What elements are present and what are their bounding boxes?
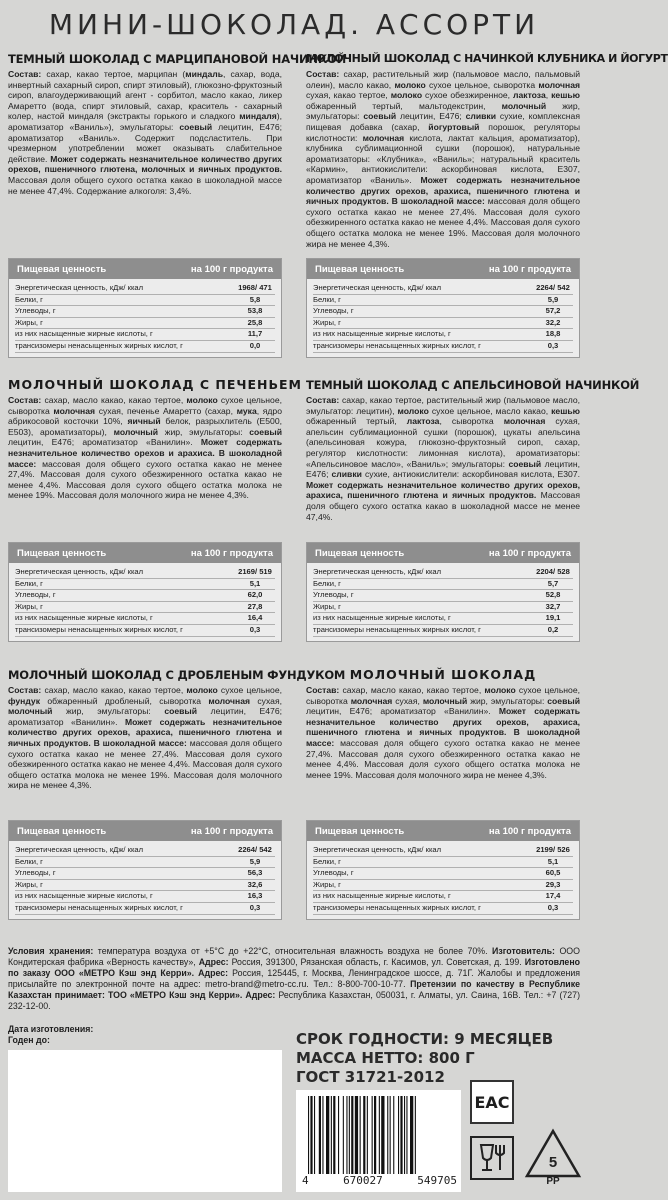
nutrient-value: 16,3	[247, 891, 263, 901]
nutrition-row	[313, 891, 573, 903]
nutrition-body	[307, 279, 579, 357]
nutrition-row	[15, 602, 275, 614]
nutrient-value: 60,5	[545, 868, 561, 878]
nutrition-row	[15, 891, 275, 903]
nutrient-value: 2169/ 519	[238, 567, 272, 576]
nutrition-row	[313, 318, 573, 330]
nutrition-header	[307, 259, 579, 279]
nutrition-body	[9, 279, 281, 357]
nutrient-value: 62,0	[247, 590, 263, 600]
nutrient-name: трансизомеры ненасыщенных жирных кислот, г	[313, 624, 481, 634]
nutrient-name: Жиры, г	[15, 317, 43, 327]
nutrition-header-unit: на 100 г продукта	[488, 825, 571, 837]
product-block-cookie	[8, 377, 302, 501]
nutrient-name: Энергетическая ценность, кДж/ ккал	[15, 283, 144, 292]
product-block-orange	[306, 378, 640, 522]
recycle-code: PP	[546, 1176, 560, 1187]
barcode-digits	[302, 1174, 457, 1187]
nutrition-row	[313, 579, 573, 591]
product-composition: Состав: сахар, какао тертое, растительный жир (пальмовое масло, эмульгатор: лецитин), молоко сухое цельное, масло какао, кешью обжаренный тертый, лактоза, сыворотка молочная сухая, апельсин сублимационной сушки (порошок), цукаты апельсина (апельсиновая кожура, глюкозно-фруктозный сироп, сахар, регулятор кислотности: лимонная кислота), ароматизаторы: «Апельсиновое масло», «Ваниль»; эмульгаторы: соевый лецитин, Е476; сливки сухие, антиокислители: аскорбиновая кислота, Е307. Может содержать незначительное количество других орехов, арахиса, пшеничного глютена и яичных продуктов. Массовая доля общего сухого остатка какао в шоколадной массе не менее 47,4%.	[306, 395, 580, 522]
product-composition: Состав: сахар, масло какао, какао тертое, молоко сухое цельное, сыворотка молочная сухая, молочный жир, эмульгаторы: соевый лецитин, Е476; ароматизатор «Ванилин». Может содержать незначительное количество других орехов, арахиса, пшеничного глютена и яичных продуктов. В шоколадной массе: массовая доля общего сухого остатка какао не менее 27,4%. Массовая доля сухого обезжиренного остатка какао не менее 4,4%. Массовая доля сухого общего остатка молока не менее 19%. Массовая доля молочного жира не менее 4,3%.	[306, 685, 580, 780]
nutrition-body	[9, 841, 281, 919]
nutrition-header-label: Пищевая ценность	[17, 547, 107, 559]
eac-mark-icon: EAC	[470, 1080, 514, 1124]
nutrient-value: 5,9	[547, 294, 559, 304]
nutrient-value: 32,2	[545, 317, 561, 327]
barcode-digit-group: 670027	[343, 1174, 383, 1187]
nutrient-value: 0,2	[547, 624, 559, 634]
nutrient-name: трансизомеры ненасыщенных жирных кислот, г	[15, 340, 183, 350]
nutrient-value: 5,1	[249, 578, 261, 588]
nutrient-name: трансизомеры ненасыщенных жирных кислот, г	[313, 340, 481, 350]
manufacture-date-label: Дата изготовления:	[8, 1024, 94, 1034]
nutrient-value: 11,7	[247, 329, 263, 339]
nutrient-name: Углеводы, г	[313, 590, 354, 600]
nutrient-value: 5,9	[249, 856, 261, 866]
nutrient-value: 5,1	[547, 856, 559, 866]
nutrient-value: 17,4	[545, 891, 561, 901]
product-block-marzipan	[8, 52, 347, 196]
nutrient-value: 0,3	[547, 340, 559, 350]
nutrient-value: 32,6	[247, 879, 263, 889]
nutrition-row	[15, 868, 275, 880]
nutrition-row	[313, 341, 573, 353]
nutrient-value: 19,1	[545, 613, 561, 623]
nutrition-header-label: Пищевая ценность	[17, 263, 107, 275]
nutrition-header	[9, 259, 281, 279]
nutrient-value: 29,3	[545, 879, 561, 889]
nutrition-row	[313, 602, 573, 614]
nutrition-table	[306, 258, 580, 358]
nutrition-header	[9, 821, 281, 841]
recycle-triangle-icon	[524, 1128, 582, 1180]
nutrition-row	[15, 903, 275, 915]
nutrient-value: 32,7	[545, 601, 561, 611]
nutrient-name: Углеводы, г	[15, 306, 56, 316]
page-title: МИНИ-ШОКОЛАД. АССОРТИ	[48, 8, 540, 41]
nutrition-table	[8, 820, 282, 920]
nutrition-row	[15, 318, 275, 330]
product-block-hazelnut	[8, 668, 346, 791]
nutrient-name: Углеводы, г	[313, 868, 354, 878]
nutrition-row	[15, 283, 275, 295]
nutrition-header	[307, 821, 579, 841]
barcode-digit-group: 549705	[417, 1174, 457, 1187]
nutrition-row	[15, 857, 275, 869]
nutrient-value: 5,8	[249, 294, 261, 304]
nutrient-name: Белки, г	[15, 856, 43, 866]
nutrient-name: Жиры, г	[15, 601, 43, 611]
shelf-info	[296, 1030, 553, 1087]
nutrient-name: Жиры, г	[313, 601, 341, 611]
nutrient-value: 0,3	[249, 902, 261, 912]
product-title: МОЛОЧНЫЙ ШОКОЛАД	[349, 667, 537, 682]
nutrition-row	[313, 590, 573, 602]
nutrition-header-label: Пищевая ценность	[315, 263, 405, 275]
nutrition-row	[313, 880, 573, 892]
nutrition-header-label: Пищевая ценность	[315, 547, 405, 559]
nutrition-table	[8, 258, 282, 358]
nutrient-value: 16,4	[247, 613, 263, 623]
nutrient-name: из них насыщенные жирные кислоты, г	[313, 891, 451, 901]
nutrition-header-unit: на 100 г продукта	[190, 825, 273, 837]
nutrient-name: Энергетическая ценность, кДж/ ккал	[313, 845, 442, 854]
product-block-strawberry-yogurt	[306, 52, 668, 249]
nutrition-header-unit: на 100 г продукта	[190, 263, 273, 275]
barcode-bars	[306, 1096, 451, 1174]
product-title: МОЛОЧНЫЙ ШОКОЛАД С ДРОБЛЕНЫМ ФУНДУКОМ	[8, 668, 346, 682]
nutrient-name: трансизомеры ненасыщенных жирных кислот, г	[313, 902, 481, 912]
nutrient-name: Белки, г	[313, 294, 341, 304]
nutrition-row	[15, 306, 275, 318]
nutrition-table	[306, 542, 580, 642]
nutrient-name: Энергетическая ценность, кДж/ ккал	[313, 567, 442, 576]
nutrient-name: из них насыщенные жирные кислоты, г	[15, 891, 153, 901]
nutrition-row	[15, 341, 275, 353]
nutrition-row	[15, 579, 275, 591]
nutrition-row	[313, 857, 573, 869]
nutrition-row	[15, 625, 275, 637]
nutrient-name: Углеводы, г	[15, 590, 56, 600]
shelf-life: СРОК ГОДНОСТИ: 9 МЕСЯЦЕВ	[296, 1030, 554, 1048]
nutrient-name: из них насыщенные жирные кислоты, г	[15, 613, 153, 623]
product-composition: Состав: сахар, какао тертое, марципан (миндаль, сахар, вода, инвертный сахарный сироп, спирт этиловый), глюкозно-фруктозный сироп, влагоудерживающий агент - сорбитол, масло какао, ликер Амаретто (вода, спирт этиловый, сахар, краситель - сахарный колер, настой миндаля (экстракты горького и сладкого миндаля), ароматизатор «Ваниль»), эмульгаторы: соевый лецитин, Е476; ароматизатор «Ваниль». Содержит подсластитель. При чрезмерном употреблении может оказывать слабительное действие. Может содержать незначительное количество других орехов, пшеничного глютена, молочных и яичных продуктов. Массовая доля общего сухого остатка какао в шоколадной массе не менее 47,4%. Содержание алкоголя: 3,4%.	[8, 69, 283, 196]
nutrient-name: Жиры, г	[15, 879, 43, 889]
food-contact-glass-fork-icon	[470, 1136, 514, 1180]
nutrient-value: 0,3	[547, 902, 559, 912]
nutrition-header-label: Пищевая ценность	[17, 825, 107, 837]
nutrient-name: Белки, г	[313, 578, 341, 588]
nutrition-header	[307, 543, 579, 563]
nutrient-name: Белки, г	[15, 294, 43, 304]
product-composition: Состав: сахар, растительный жир (пальмовое масло, пальмовый олеин), масло какао, молоко сухое цельное, сыворотка молочная сухая, какао тертое, молоко сухое обезжиренное, лактоза, кешью обжаренный тертый, мальтодекстрин, молочный жир, эмульгаторы: соевый лецитин, Е476; сливки сухие, комплексная пищевая добавка (сахар, йогуртовый порошок, регуляторы кислотности: молочная кислота, лактат кальция, ароматизатор), клубника сублимационной сушки (порошок), натуральные ароматизаторы: «Клубника», «Ваниль»; натуральный краситель «Кармин», антиокислители: аскорбиновая кислота, Е307, ароматизатор «Ваниль». Может содержать незначительное количество других орехов, арахиса, пшеничного глютена и яичных продуктов. В шоколадной массе: массовая доля общего сухого остатка какао не менее 27,4%. Массовая доля сухого обезжиренного остатка какао не менее 4,4%. Массовая доля сухого общего остатка молока не менее 19%. Массовая доля молочного жира не менее 4,3%.	[306, 69, 580, 249]
product-title: МОЛОЧНЫЙ ШОКОЛАД С НАЧИНКОЙ КЛУБНИКА И ЙОГУРТ	[306, 52, 668, 65]
nutrition-row	[15, 295, 275, 307]
nutrition-header-unit: на 100 г продукта	[488, 547, 571, 559]
nutrient-value: 1968/ 471	[238, 283, 272, 292]
nutrient-value: 27,8	[247, 601, 263, 611]
nutrient-value: 0,3	[249, 624, 261, 634]
nutrient-name: Белки, г	[313, 856, 341, 866]
nutrient-name: из них насыщенные жирные кислоты, г	[15, 329, 153, 339]
nutrient-value: 5,7	[547, 578, 559, 588]
nutrient-name: Энергетическая ценность, кДж/ ккал	[313, 283, 442, 292]
product-title: ТЕМНЫЙ ШОКОЛАД С МАРЦИПАНОВОЙ НАЧИНКОЙ	[8, 52, 347, 66]
nutrient-name: Жиры, г	[313, 879, 341, 889]
nutrient-value: 2204/ 528	[536, 567, 570, 576]
best-before-label: Годен до:	[8, 1035, 50, 1045]
nutrition-row	[15, 845, 275, 857]
nutrition-body	[307, 841, 579, 919]
nutrition-row	[313, 567, 573, 579]
nutrient-name: Энергетическая ценность, кДж/ ккал	[15, 845, 144, 854]
nutrient-value: 25,8	[247, 317, 263, 327]
nutrition-row	[313, 295, 573, 307]
nutrient-value: 53,8	[247, 306, 263, 316]
nutrient-name: Белки, г	[15, 578, 43, 588]
nutrient-name: трансизомеры ненасыщенных жирных кислот, г	[15, 902, 183, 912]
nutrient-value: 18,8	[545, 329, 561, 339]
nutrient-value: 2264/ 542	[238, 845, 272, 854]
nutrient-name: Энергетическая ценность, кДж/ ккал	[15, 567, 144, 576]
product-composition: Состав: сахар, масло какао, какао тертое, молоко сухое цельное, фундук обжаренный дробленый, сыворотка молочная сухая, молочный жир, эмульгаторы: соевый лецитин, Е476; ароматизатор «Ванилин». Может содержать незначительное количество других орехов, арахиса, пшеничного глютена и яичных продуктов. В шоколадной массе: массовая доля общего сухого остатка какао не менее 27,4%. Массовая доля сухого обезжиренного остатка какао не менее 4,4%. Массовая доля сухого общего остатка молока не менее 19%. Массовая доля молочного жира не менее 4,3%.	[8, 685, 282, 791]
nutrition-row	[313, 903, 573, 915]
nutrition-row	[313, 329, 573, 341]
nutrient-value: 57,2	[545, 306, 561, 316]
nutrient-name: Жиры, г	[313, 317, 341, 327]
storage-and-manufacturer-info: Условия хранения: температура воздуха от +5°С до +22°С, относительная влажность воздуха не более 70%. Изготовитель: ООО Кондитерская фабрика «Верность качеству», Адрес: Россия, 391300, Рязанская область, г. Касимов, ул. Советская, д. 199. Изготовлено по заказу ООО «МЕТРО Кэш энд Керри». Адрес: Россия, 125445, г. Москва, Ленинградское шоссе, д. 71Г. Жалобы и предложения присылайте по электронной почте на адрес: metro-brand@metro-cc.ru. Тел.: 8-800-700-10-77. Претензии по качеству в Республике Казахстан принимает: ТОО «МЕТРО Кэш энд Керри». Адрес: Республика Казахстан, 050031, г. Алматы, ул. Саина, 16В. Тел.: +7 (727) 232-12-00.	[8, 946, 581, 1011]
nutrition-row	[313, 845, 573, 857]
nutrition-row	[313, 613, 573, 625]
nutrition-row	[15, 590, 275, 602]
recycle-number: 5	[548, 1154, 558, 1171]
nutrition-body	[9, 563, 281, 641]
date-print-area	[8, 1050, 282, 1192]
nutrition-header-unit: на 100 г продукта	[190, 547, 273, 559]
nutrition-table	[306, 820, 580, 920]
nutrition-row	[313, 868, 573, 880]
barcode-digit-prefix: 4	[302, 1174, 309, 1187]
nutrition-row	[313, 306, 573, 318]
nutrition-header	[9, 543, 281, 563]
nutrition-row	[15, 880, 275, 892]
nutrition-table	[8, 542, 282, 642]
nutrient-name: Углеводы, г	[313, 306, 354, 316]
nutrition-header-unit: на 100 г продукта	[488, 263, 571, 275]
nutrient-name: Углеводы, г	[15, 868, 56, 878]
nutrition-row	[313, 283, 573, 295]
net-weight: МАССА НЕТТО: 800 Г	[296, 1049, 475, 1067]
nutrition-row	[15, 613, 275, 625]
nutrition-header-label: Пищевая ценность	[315, 825, 405, 837]
date-fields	[8, 1024, 93, 1046]
nutrient-value: 2199/ 526	[536, 845, 570, 854]
product-title: МОЛОЧНЫЙ ШОКОЛАД С ПЕЧЕНЬЕМ	[8, 377, 302, 392]
nutrition-row	[15, 329, 275, 341]
gost-standard: ГОСТ 31721-2012	[296, 1068, 445, 1086]
product-block-milk	[306, 668, 580, 780]
nutrient-name: трансизомеры ненасыщенных жирных кислот, г	[15, 624, 183, 634]
nutrient-value: 56,3	[247, 868, 263, 878]
nutrition-body	[307, 563, 579, 641]
product-composition: Состав: сахар, масло какао, какао тертое, молоко сухое цельное, сыворотка молочная сухая, печенье Амаретто (сахар, мука, ядро абрикосовой косточки 10%, яичный белок, разрыхлитель (Е500, Е503), ароматизаторы), молочный жир, эмульгаторы: соевый лецитин, Е476; ароматизатор «Ванилин». Может содержать незначительное количество орехов и арахиса. В шоколадной массе: массовая доля общего сухого остатка какао не менее 27,4%. Массовая доля сухого обезжиренного остатка какао не менее 4,4%. Массовая доля сухого общего остатка молока не менее 19%. Массовая доля молочного жира не менее 4,3%.	[8, 395, 283, 501]
nutrient-value: 52,8	[545, 590, 561, 600]
nutrient-name: из них насыщенные жирные кислоты, г	[313, 329, 451, 339]
nutrition-row	[313, 625, 573, 637]
nutrient-value: 0,0	[249, 340, 261, 350]
barcode	[296, 1090, 461, 1192]
nutrient-name: из них насыщенные жирные кислоты, г	[313, 613, 451, 623]
product-title: ТЕМНЫЙ ШОКОЛАД С АПЕЛЬСИНОВОЙ НАЧИНКОЙ	[306, 378, 640, 392]
nutrient-value: 2264/ 542	[536, 283, 570, 292]
nutrition-row	[15, 567, 275, 579]
